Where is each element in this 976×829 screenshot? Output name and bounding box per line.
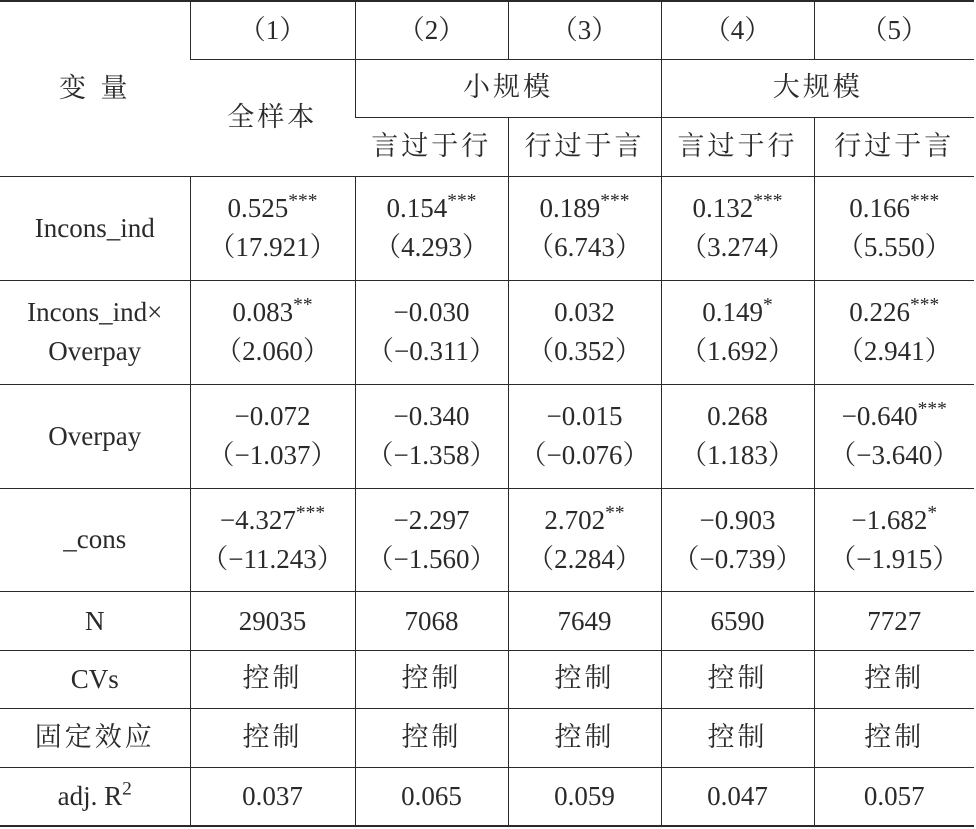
coefficient: 0.132 <box>692 193 754 224</box>
coef-line <box>356 501 508 540</box>
t-statistic: （0.352） <box>527 336 642 367</box>
subheader-large-do-more: 行过于言 <box>814 118 974 176</box>
controls-label <box>0 650 190 708</box>
variable-name: Incons_ind× <box>27 297 163 328</box>
controls-value: 控制 <box>190 650 355 708</box>
significance-stars: *** <box>753 190 783 212</box>
controls-label-text: CVs <box>70 664 119 695</box>
coef-line <box>815 397 975 436</box>
controls-value: 控制 <box>814 650 974 708</box>
variable-label <box>0 176 190 280</box>
estimate-cell <box>508 488 661 592</box>
coef-line <box>509 501 661 540</box>
col-number-5: （5） <box>814 1 974 59</box>
observations-value: 7068 <box>355 592 508 650</box>
adj-r-squared-value: 0.057 <box>814 767 974 826</box>
col-number-1: （1） <box>190 1 355 59</box>
estimate-cell <box>190 488 355 592</box>
significance-stars: *** <box>295 502 326 524</box>
coef-line <box>509 189 661 228</box>
small-scale-header: 小规模 <box>355 59 661 117</box>
t-statistic: （1.183） <box>680 440 795 471</box>
t-statistic: （2.284） <box>527 544 642 575</box>
subheader-large-say-more: 言过于行 <box>661 118 814 176</box>
controls-row <box>0 650 974 708</box>
t-statistic: （17.921） <box>208 232 337 263</box>
full-sample-header: 全样本 <box>190 59 355 176</box>
adj-r-squared-label <box>0 767 190 826</box>
coefficient: 0.525 <box>227 193 289 224</box>
fixed-effects-label-text: 固定效应 <box>34 721 155 753</box>
observations-value: 6590 <box>661 592 814 650</box>
estimate-cell <box>814 384 974 488</box>
estimate-cell <box>508 280 661 384</box>
coef-row <box>0 280 974 384</box>
significance-stars: *** <box>288 190 318 212</box>
estimate-cell <box>661 176 814 280</box>
r-squared-exponent: 2 <box>122 778 132 800</box>
fixed-effects-value: 控制 <box>190 709 355 767</box>
variable-label <box>0 384 190 488</box>
observations-row <box>0 592 974 650</box>
estimate-cell <box>814 280 974 384</box>
coef-line <box>356 293 508 332</box>
coefficient: 0.154 <box>386 193 448 224</box>
controls-value: 控制 <box>508 650 661 708</box>
adj-r-squared-value: 0.047 <box>661 767 814 826</box>
significance-stars: * <box>763 294 773 316</box>
significance-stars: *** <box>447 190 477 212</box>
controls-value: 控制 <box>661 650 814 708</box>
observations-value: 7649 <box>508 592 661 650</box>
subheader-small-do-more: 行过于言 <box>508 118 661 176</box>
adj-r-squared-label-text: adj. R <box>57 781 123 812</box>
coefficient: 2.702 <box>544 504 606 535</box>
coefficient: −0.072 <box>234 401 311 431</box>
fixed-effects-label <box>0 709 190 767</box>
estimate-cell <box>508 384 661 488</box>
coef-line <box>191 293 355 332</box>
subheader-small-say-more: 言过于行 <box>355 118 508 176</box>
coefficient: 0.268 <box>707 401 768 431</box>
coef-line <box>191 189 355 228</box>
significance-stars: *** <box>917 398 947 420</box>
col-number-4: （4） <box>661 1 814 59</box>
col-number-3: （3） <box>508 1 661 59</box>
adj-r-squared-value: 0.059 <box>508 767 661 826</box>
coef-line <box>815 189 975 228</box>
estimate-cell <box>355 176 508 280</box>
t-statistic: （3.274） <box>680 232 795 263</box>
coefficient: −4.327 <box>219 504 296 535</box>
t-statistic: （−11.243） <box>201 544 344 575</box>
coef-line <box>662 397 814 436</box>
observations-value: 7727 <box>814 592 974 650</box>
significance-stars: *** <box>600 190 630 212</box>
estimate-cell <box>661 488 814 592</box>
estimate-cell <box>190 176 355 280</box>
coefficient: 0.149 <box>702 297 764 328</box>
significance-stars: *** <box>910 190 940 212</box>
t-statistic: （6.743） <box>527 232 642 263</box>
coefficient: 0.032 <box>554 297 615 328</box>
estimate-cell <box>190 280 355 384</box>
estimate-cell <box>355 280 508 384</box>
fixed-effects-row <box>0 709 974 767</box>
large-scale-header: 大规模 <box>661 59 974 117</box>
coefficient: −0.030 <box>393 297 470 328</box>
coef-row <box>0 176 974 280</box>
estimate-cell <box>661 280 814 384</box>
t-statistic: （2.060） <box>215 336 330 367</box>
coefficient: 0.226 <box>849 297 911 328</box>
t-statistic: （−1.915） <box>829 544 960 575</box>
coefficient: 0.189 <box>539 193 601 224</box>
t-statistic: （−0.311） <box>367 336 496 367</box>
t-statistic: （4.293） <box>374 232 489 263</box>
t-statistic: （1.692） <box>680 336 795 367</box>
variable-name: Overpay <box>48 420 142 451</box>
coef-line <box>191 397 355 436</box>
estimate-cell <box>814 176 974 280</box>
t-statistic: （−0.076） <box>519 440 650 471</box>
estimate-cell <box>508 176 661 280</box>
t-statistic: （−3.640） <box>829 440 960 471</box>
coef-line <box>662 293 814 332</box>
t-statistic: （−0.739） <box>672 544 803 575</box>
coef-line <box>191 501 355 540</box>
col-number-2: （2） <box>355 1 508 59</box>
variable-name: Incons_ind <box>34 212 155 243</box>
observations-value: 29035 <box>190 592 355 650</box>
coef-line <box>662 501 814 540</box>
estimate-cell <box>355 488 508 592</box>
significance-stars: * <box>927 502 938 524</box>
observations-label <box>0 592 190 650</box>
estimate-cell <box>661 384 814 488</box>
variable-header: 变 量 <box>0 1 190 176</box>
fixed-effects-value: 控制 <box>355 709 508 767</box>
coefficient: −0.903 <box>699 504 776 535</box>
observations-label-text: N <box>85 605 105 636</box>
variable-name: _cons <box>63 524 127 555</box>
coef-line <box>815 293 975 332</box>
significance-stars: ** <box>293 294 313 316</box>
coef-line <box>509 293 661 332</box>
controls-value: 控制 <box>355 650 508 708</box>
coefficient: −1.682 <box>851 504 928 535</box>
adj-r-squared-value: 0.037 <box>190 767 355 826</box>
variable-label <box>0 488 190 592</box>
significance-stars: *** <box>910 294 940 316</box>
coefficient: −0.340 <box>393 401 470 431</box>
coef-line <box>356 397 508 436</box>
t-statistic: （5.550） <box>836 232 952 263</box>
t-statistic: （−1.358） <box>366 440 497 471</box>
coef-line <box>356 189 508 228</box>
significance-stars: ** <box>605 502 625 524</box>
t-statistic: （−1.560） <box>366 544 497 575</box>
variable-name-line2: Overpay <box>48 336 142 367</box>
estimate-cell <box>814 488 974 592</box>
fixed-effects-value: 控制 <box>661 709 814 767</box>
coef-line <box>662 189 814 228</box>
coefficient: −2.297 <box>393 504 470 535</box>
estimate-cell <box>355 384 508 488</box>
t-statistic: （−1.037） <box>207 440 338 471</box>
coef-line <box>815 501 975 540</box>
coef-line <box>509 397 661 436</box>
estimate-cell <box>190 384 355 488</box>
adj-r-squared-value: 0.065 <box>355 767 508 826</box>
coefficient: −0.640 <box>841 401 918 431</box>
fixed-effects-value: 控制 <box>508 709 661 767</box>
coef-row <box>0 384 974 488</box>
variable-label <box>0 280 190 384</box>
fixed-effects-value: 控制 <box>814 709 974 767</box>
coefficient: −0.015 <box>546 401 623 431</box>
coefficient: 0.083 <box>232 297 294 328</box>
coef-row <box>0 488 974 592</box>
t-statistic: （2.941） <box>836 336 952 367</box>
adj-r-squared-row <box>0 767 974 826</box>
coefficient: 0.166 <box>849 193 911 224</box>
